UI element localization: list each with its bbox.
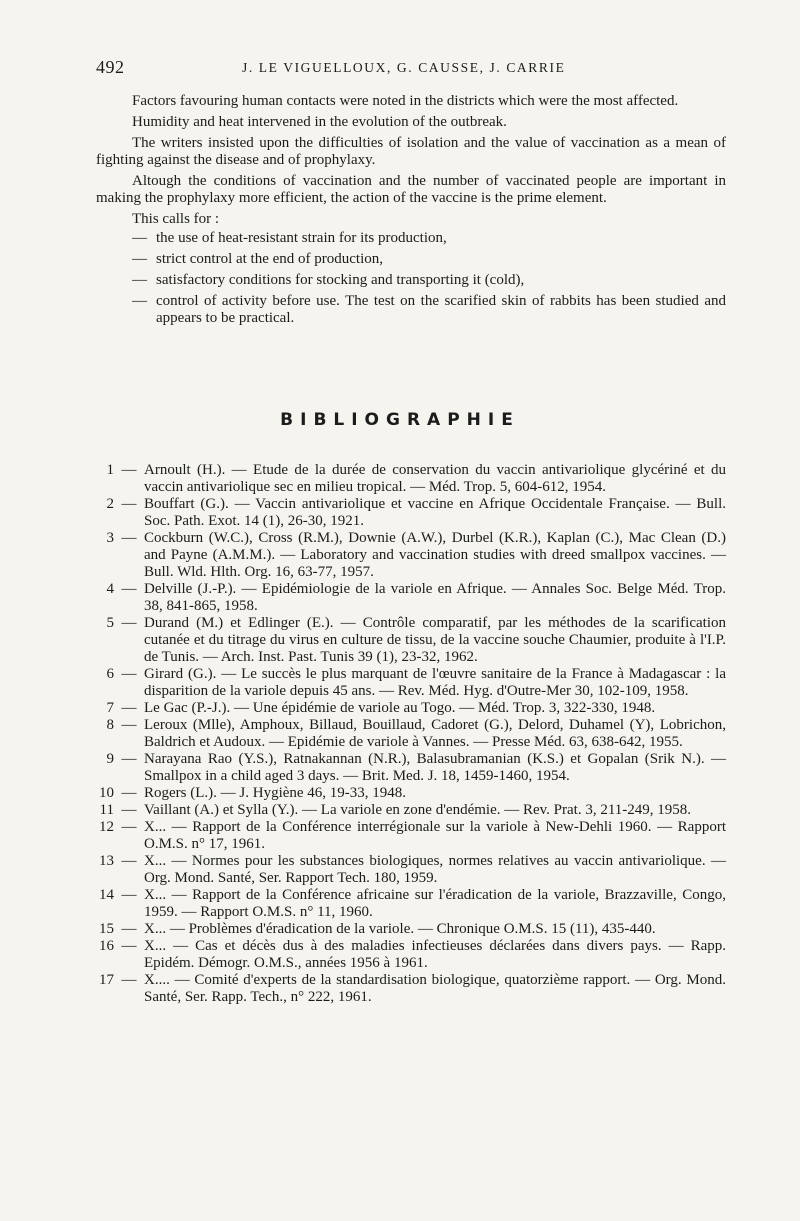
- reference-text: Arnoult (H.). — Etude de la durée de conservation du vaccin antivariolique glycériné et du vaccin antivariolique sec en milieu tropical. — Méd. Trop. 5, 604-612, 1954.: [144, 462, 726, 495]
- reference-separator: —: [121, 887, 137, 903]
- reference-separator: —: [121, 717, 137, 733]
- reference-text: Le Gac (P.-J.). — Une épidémie de variole au Togo. — Méd. Trop. 3, 322-330, 1948.: [144, 700, 656, 716]
- reference-entry: [100, 496, 726, 530]
- reference-text: X... — Cas et décès dus à des maladies infectieuses déclarées dans divers pays. — Rapp. Epidém. Démogr. O.M.S., années 1956 à 1961.: [144, 938, 726, 971]
- reference-separator: —: [121, 751, 137, 767]
- reference-number: 10: [99, 785, 114, 801]
- list-dash: —: [132, 251, 147, 267]
- list-item: [132, 293, 726, 327]
- reference-text: X... — Problèmes d'éradication de la variole. — Chronique O.M.S. 15 (11), 435-440.: [144, 921, 656, 937]
- list-item-text: strict control at the end of production,: [156, 251, 384, 267]
- running-head-authors: J. LE VIGUELLOUX, G. CAUSSE, J. CARRIE: [242, 60, 566, 75]
- reference-separator: —: [121, 496, 137, 512]
- reference-number: 3: [106, 530, 114, 546]
- requirements-list: [96, 230, 726, 327]
- reference-entry: [100, 615, 726, 666]
- reference-text: Narayana Rao (Y.S.), Ratnakannan (N.R.), Balasubramanian (K.S.) et Gopalan (Srik N.). — Smallpox in a child aged 3 days. — Brit. Med. J. 18, 1459-1460, 1954.: [144, 751, 726, 784]
- reference-entry: [100, 462, 726, 496]
- bibliography-heading: BIBLIOGRAPHIE: [280, 410, 520, 430]
- reference-number: 15: [99, 921, 114, 937]
- reference-text: X.... — Comité d'experts de la standardisation biologique, quatorzième rapport. — Org. Mond. Santé, Ser. Rapp. Tech., n° 222, 1961.: [144, 972, 726, 1005]
- reference-entry: [100, 751, 726, 785]
- reference-text: X... — Rapport de la Conférence interrégionale sur la variole à New-Dehli 1960. — Rapport O.M.S. n° 17, 1961.: [144, 819, 726, 852]
- reference-separator: —: [121, 921, 137, 937]
- reference-separator: —: [121, 972, 137, 988]
- reference-entry: [100, 938, 726, 972]
- list-item: [132, 251, 726, 268]
- summary-paragraph: Altough the conditions of vaccination and the number of vaccinated people are important in making the prophylaxy more efficient, the action of the vaccine is the prime element.: [96, 173, 726, 206]
- reference-entry: [100, 666, 726, 700]
- reference-separator: —: [121, 530, 137, 546]
- reference-number: 6: [106, 666, 114, 682]
- reference-entry: [100, 717, 726, 751]
- reference-separator: —: [121, 615, 137, 631]
- reference-number: 2: [106, 496, 114, 512]
- reference-number: 16: [99, 938, 114, 954]
- reference-number: 17: [99, 972, 114, 988]
- reference-separator: —: [121, 819, 137, 835]
- reference-number: 5: [106, 615, 114, 631]
- reference-separator: —: [121, 462, 137, 478]
- summary-paragraph: The writers insisted upon the difficulties of isolation and the value of vaccination as a mean of fighting against the disease and of prophylaxy.: [96, 135, 726, 168]
- reference-number: 11: [99, 802, 114, 818]
- reference-separator: —: [121, 700, 137, 716]
- reference-entry: [100, 700, 726, 717]
- reference-number: 7: [106, 700, 114, 716]
- reference-separator: —: [121, 785, 137, 801]
- reference-separator: —: [121, 853, 137, 869]
- reference-text: Vaillant (A.) et Sylla (Y.). — La variole en zone d'endémie. — Rev. Prat. 3, 211-249, 1958.: [144, 802, 692, 818]
- reference-entry: [100, 581, 726, 615]
- list-item: [132, 272, 726, 289]
- list-dash: —: [132, 230, 147, 246]
- bibliography-list: [100, 462, 726, 1006]
- summary-paragraph: Factors favouring human contacts were noted in the districts which were the most affected.: [132, 93, 679, 109]
- reference-number: 9: [106, 751, 114, 767]
- reference-entry: [100, 802, 726, 819]
- reference-entry: [100, 853, 726, 887]
- reference-entry: [100, 819, 726, 853]
- reference-number: 13: [99, 853, 114, 869]
- list-item-text: satisfactory conditions for stocking and transporting it (cold),: [156, 272, 525, 288]
- summary-paragraph: This calls for :: [132, 211, 220, 227]
- reference-number: 12: [99, 819, 114, 835]
- list-item-text: the use of heat-resistant strain for its production,: [156, 230, 447, 246]
- reference-entry: [100, 972, 726, 1006]
- reference-separator: —: [121, 666, 137, 682]
- list-dash: —: [132, 272, 147, 288]
- reference-text: Girard (G.). — Le succès le plus marquant de l'œuvre sanitaire de la France à Madagascar : la disparition de la variole depuis 45 ans. — Rev. Méd. Hyg. d'Outre-Mer 30, 102-109, 1958.: [144, 666, 726, 699]
- page-header: [96, 57, 726, 81]
- summary-paragraph: Humidity and heat intervened in the evolution of the outbreak.: [132, 114, 507, 130]
- reference-text: Rogers (L.). — J. Hygiène 46, 19-33, 1948.: [144, 785, 407, 801]
- reference-text: X... — Normes pour les substances biologiques, normes relatives au vaccin antivariolique. — Org. Mond. Santé, Ser. Rapport Tech. 180, 1959.: [144, 853, 726, 886]
- reference-number: 8: [106, 717, 114, 733]
- reference-number: 4: [106, 581, 114, 597]
- list-item: [132, 230, 726, 247]
- reference-separator: —: [121, 938, 137, 954]
- list-dash: —: [132, 293, 147, 309]
- page-number: 492: [96, 57, 125, 77]
- reference-text: Leroux (Mlle), Amphoux, Billaud, Bouillaud, Cadoret (G.), Delord, Duhamel (Y), Lobrichon, Baldrich et Audoux. — Epidémie de variole à Vannes. — Presse Méd. 63, 638-642, 1955.: [144, 717, 726, 750]
- reference-text: Cockburn (W.C.), Cross (R.M.), Downie (A.W.), Durbel (K.R.), Kaplan (C.), Mac Clean (D.) and Payne (A.M.M.). — Laboratory and vaccination studies with dreed smallpox vaccines. — Bull. Wld. Hlth. Org. 16, 63-77, 1957.: [144, 530, 726, 580]
- reference-entry: [100, 530, 726, 581]
- reference-entry: [100, 921, 726, 938]
- reference-entry: [100, 887, 726, 921]
- reference-entry: [100, 785, 726, 802]
- reference-text: Bouffart (G.). — Vaccin antivariolique et vaccine en Afrique Occidentale Française. — Bull. Soc. Path. Exot. 14 (1), 26-30, 1921.: [144, 496, 726, 529]
- reference-number: 1: [106, 462, 114, 478]
- reference-number: 14: [99, 887, 114, 903]
- reference-separator: —: [121, 802, 137, 818]
- reference-text: Delville (J.-P.). — Epidémiologie de la variole en Afrique. — Annales Soc. Belge Méd. Trop. 38, 841-865, 1958.: [144, 581, 726, 614]
- reference-text: Durand (M.) et Edlinger (E.). — Contrôle comparatif, par les méthodes de la scarification cutanée et du titrage du virus en culture de tissu, de la vaccine souche Chaumier, produite à l'I.P. de Tunis. — Arch. Inst. Past. Tunis 39 (1), 23-32, 1962.: [144, 615, 726, 665]
- reference-separator: —: [121, 581, 137, 597]
- reference-text: X... — Rapport de la Conférence africaine sur l'éradication de la variole, Brazzaville, Congo, 1959. — Rapport O.M.S. n° 11, 1960.: [144, 887, 726, 920]
- list-item-text: control of activity before use. The test on the scarified skin of rabbits has been studied and appears to be practical.: [156, 293, 726, 326]
- english-summary: [96, 93, 726, 331]
